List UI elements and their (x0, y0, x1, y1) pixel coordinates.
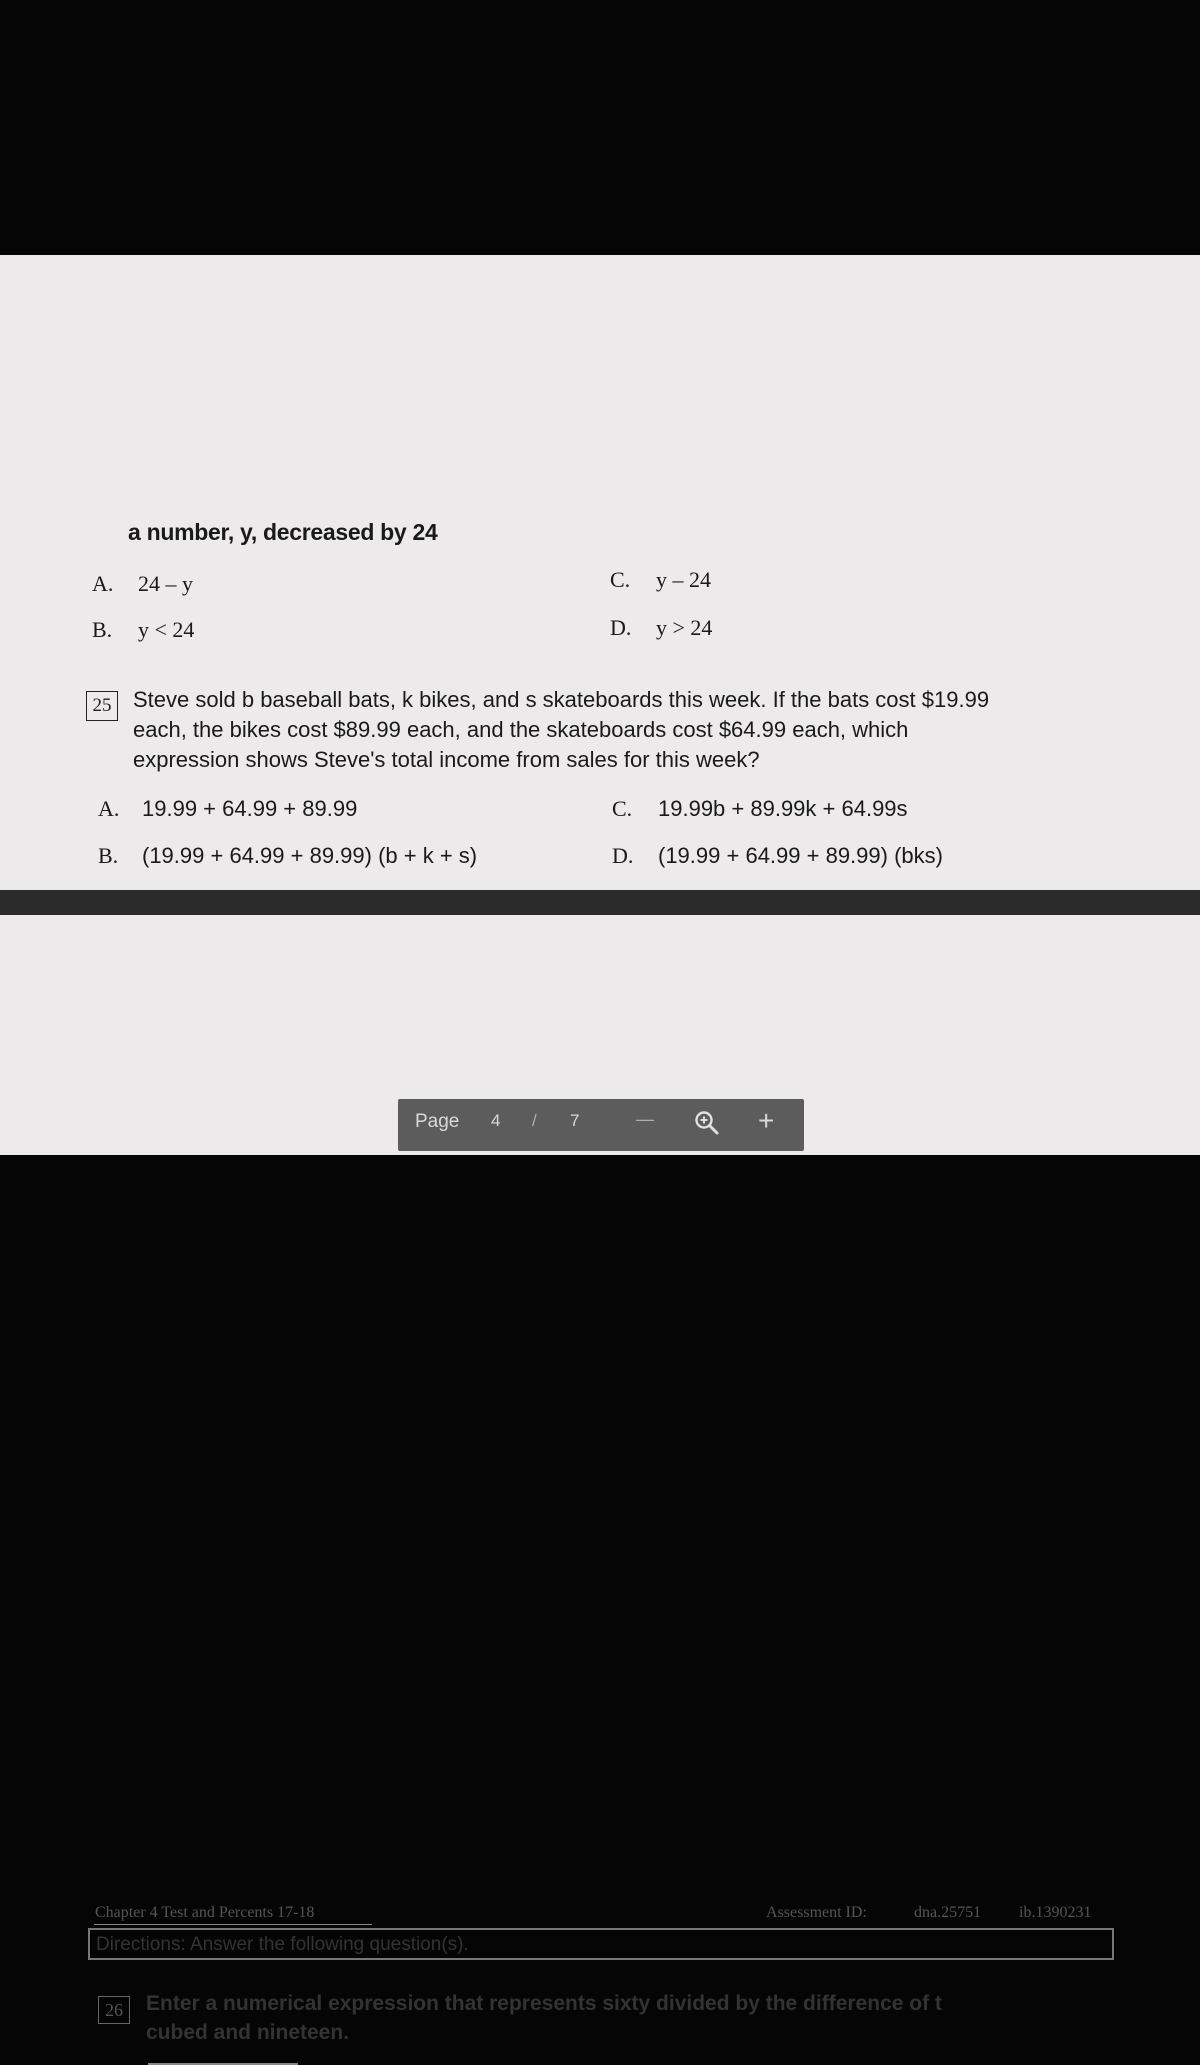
zoom-icon[interactable] (694, 1110, 720, 1136)
option-letter: C. (612, 796, 633, 821)
option-letter: D. (612, 843, 634, 868)
option-text: y < 24 (138, 617, 195, 642)
prev-question-prompt: a number, y, decreased by 24 (128, 519, 438, 545)
option-letter: A. (98, 796, 120, 821)
assessment-label: Assessment ID: (766, 1904, 867, 1921)
zoom-out-button[interactable]: — (636, 1109, 654, 1129)
question-26-line: cubed and nineteen. (146, 2021, 350, 2044)
directions-text: Directions: Answer the following question(s). (96, 1934, 469, 1955)
header-rule (94, 1924, 372, 1925)
option-letter: A. (92, 571, 114, 596)
chapter-title: Chapter 4 Test and Percents 17-18 (95, 1904, 315, 1921)
option-text: (19.99 + 64.99 + 89.99) (bks) (658, 843, 943, 868)
question-25-line: Steve sold b baseball bats, k bikes, and s skateboards this week. If the bats cost $19.99 (133, 687, 990, 712)
option-text: y – 24 (656, 567, 711, 592)
total-pages: 7 (570, 1111, 580, 1130)
question-number-box: 25 (86, 691, 118, 721)
option-text: (19.99 + 64.99 + 89.99) (b + k + s) (142, 843, 478, 868)
pdf-viewer-toolbar (398, 1099, 804, 1151)
page-separator-slash: / (532, 1111, 537, 1130)
page-separator (0, 890, 1200, 915)
option-letter: B. (98, 843, 119, 868)
option-text: y > 24 (656, 615, 713, 640)
option-letter: B. (92, 617, 113, 642)
option-letter: C. (610, 567, 631, 592)
current-page-input[interactable]: 4 (491, 1111, 501, 1130)
option-text: 24 – y (138, 571, 193, 596)
question-25-line: each, the bikes cost $89.99 each, and the skateboards cost $64.99 each, which (133, 717, 909, 742)
assessment-id: dna.25751 (914, 1904, 982, 1921)
question-number-box: 26 (98, 1996, 130, 2024)
page-label: Page (415, 1111, 460, 1132)
question-25-line: expression shows Steve's total income from sales for this week? (133, 747, 760, 772)
item-bank-id: ib.1390231 (1019, 1904, 1092, 1921)
option-text: 19.99 + 64.99 + 89.99 (142, 796, 358, 821)
worksheet-page-4 (0, 255, 1200, 890)
question-26-line: Enter a numerical expression that represents sixty divided by the difference of t (146, 1992, 942, 2015)
zoom-in-button[interactable]: + (758, 1105, 775, 1136)
option-letter: D. (610, 615, 632, 640)
option-text: 19.99b + 89.99k + 64.99s (658, 796, 908, 821)
